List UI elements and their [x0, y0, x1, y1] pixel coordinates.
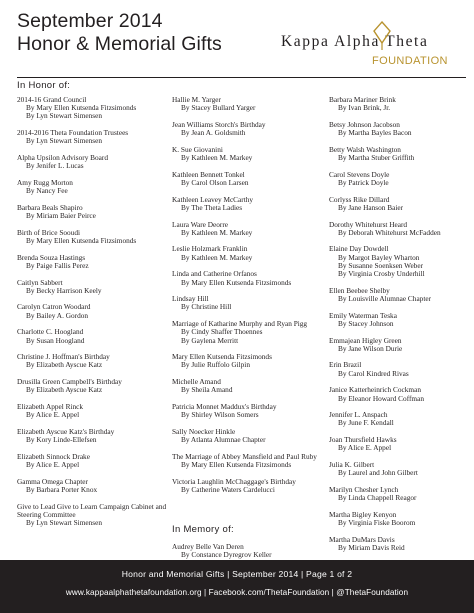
honoree-name: Joan Thursfield Hawks	[329, 435, 397, 445]
honoree-name: Martha DuMars Davis	[329, 534, 395, 544]
honoree-name: Laura Ware Deorre	[172, 219, 228, 229]
donor-name: By Jean A. Goldsmith	[181, 128, 246, 138]
donor-name: By Cindy Shaffer Thoennes	[181, 327, 263, 337]
honoree-name: Patricia Monnet Maddux's Birthday	[172, 402, 277, 412]
honoree-name: Amy Rugg Morton	[17, 177, 73, 187]
honoree-name: Leslie Holzmark Franklin	[172, 244, 248, 254]
gift-entry	[329, 221, 474, 237]
gift-entry	[329, 121, 474, 137]
donor-name: By Susan Hoogland	[26, 335, 85, 345]
donor-name: By Alice E. Appel	[338, 443, 392, 453]
honoree-name: Charlotte C. Hoogland	[17, 327, 84, 337]
gift-entry	[172, 196, 330, 212]
honoree-name: K. Sue Giovanini	[172, 144, 223, 154]
honoree-name: Betty Walsh Washington	[329, 144, 401, 154]
donor-name: By Kathleen M. Markey	[181, 227, 253, 237]
gift-entry	[172, 121, 330, 137]
donor-name: By Carol Kindred Rivas	[338, 368, 409, 378]
gift-entry	[329, 461, 474, 477]
donor-name: By Kathleen M. Markey	[181, 153, 253, 163]
donor-name: By Mary Ellen Kutsenda Fitzsimonds	[181, 277, 292, 287]
honoree-name: Birth of Brice Sooudi	[17, 227, 81, 237]
donor-name: By Gaylena Merritt	[181, 335, 239, 345]
gift-entry	[172, 403, 330, 419]
gift-entry	[329, 96, 474, 112]
gift-entry	[17, 403, 172, 419]
gift-entry	[172, 171, 330, 187]
donor-name: By Bailey A. Gordon	[26, 310, 89, 320]
gift-entry	[329, 361, 474, 377]
honoree-name: Gamma Omega Chapter	[17, 476, 88, 486]
honoree-name: Lindsay Hill	[172, 294, 209, 304]
gift-entry	[17, 353, 172, 369]
donor-name: By Virginia Fiske Boorom	[338, 518, 416, 528]
honoree-name: Janice Katterheinrich Cockman	[329, 385, 421, 395]
gift-entry	[329, 337, 474, 353]
donor-name: By Elizabeth Ayscue Katz	[26, 385, 103, 395]
donor-name: By Kathleen M. Markey	[181, 252, 253, 262]
gift-entry	[329, 171, 474, 187]
donor-name: By Catherine Waters Cardelucci	[181, 485, 275, 494]
header-divider	[17, 77, 466, 78]
honoree-name: Carolyn Catron Woodard	[17, 302, 91, 312]
honoree-name: Kathleen Bennett Tonkel	[172, 169, 245, 179]
gift-entry	[329, 196, 474, 212]
honoree-name: 2014-2016 Theta Foundation Trustees	[17, 128, 129, 138]
donor-name: By Jane Wilson Durie	[338, 343, 403, 353]
footer-links[interactable]: www.kappaalphathetafoundation.org | Facebook.com/ThetaFoundation | @ThetaFoundation	[65, 588, 409, 597]
honoree-name: Elaine Day Dowdell	[329, 244, 389, 254]
gift-entry	[329, 312, 474, 328]
gift-entry	[329, 536, 474, 552]
donor-name: By Linda Chappell Reagor	[338, 493, 417, 503]
gift-entry	[172, 353, 330, 369]
donor-name: By Julie Ruffolo Gilpin	[181, 360, 250, 370]
gift-entry	[329, 411, 474, 427]
honoree-name: Hallie M. Yarger	[172, 95, 221, 104]
honoree-name: Julia K. Gilbert	[329, 460, 375, 470]
honoree-name: Elizabeth Sinnock Drake	[17, 451, 90, 461]
gift-entry	[329, 245, 474, 278]
honoree-name: Michelle Amand	[172, 377, 221, 387]
honoree-name: Audrey Belle Van Deren	[172, 542, 244, 551]
honoree-name: Martha Bigley Kenyon	[329, 509, 397, 519]
gift-entry	[17, 204, 172, 220]
gift-entry	[172, 221, 330, 237]
donor-name: By Martha Stuber Griffith	[338, 153, 415, 163]
honoree-name: Barbara Beals Shapiro	[17, 202, 83, 212]
gift-entry	[172, 146, 330, 162]
donor-name: By Nancy Fee	[26, 186, 68, 196]
gift-entry	[172, 543, 330, 559]
donor-name: By Eleanor Howard Coffman	[338, 393, 424, 403]
kite-icon	[372, 21, 392, 51]
gift-entry	[329, 486, 474, 502]
gift-entry	[17, 279, 172, 295]
gift-entry	[329, 436, 474, 452]
gift-entry	[17, 428, 172, 444]
honoree-name: Ellen Beebee Shelby	[329, 285, 390, 295]
donor-name: By Christine Hill	[181, 302, 232, 312]
donor-name: By Mary Ellen Kutsenda Fitzsimonds	[26, 103, 137, 113]
donor-name: By Jane Hanson Baier	[338, 202, 404, 212]
page-title	[17, 10, 222, 56]
gift-entry	[172, 453, 330, 469]
donor-name: By Ivan Brink, Jr.	[338, 103, 391, 113]
honoree-name: Carol Stevens Doyle	[329, 169, 390, 179]
honor-column-3	[329, 96, 474, 586]
gift-entry	[17, 478, 172, 494]
donor-name: By The Theta Ladies	[181, 202, 243, 212]
donor-name: By Kory Linde-Ellefsen	[26, 435, 97, 445]
gift-entry	[17, 254, 172, 270]
honoree-name: Barbara Mariner Brink	[329, 95, 396, 104]
donor-name: By Atlanta Alumnae Chapter	[181, 435, 266, 445]
in-honor-heading: In Honor of:	[17, 80, 71, 91]
donor-name: By June F. Kendall	[338, 418, 394, 428]
donor-name: By Alice E. Appel	[26, 410, 80, 420]
honoree-name: Sally Noecker Hinkle	[172, 426, 236, 436]
honoree-name: Jennifer L. Anspach	[329, 410, 388, 420]
honoree-name: 2014-16 Grand Council	[17, 95, 87, 104]
donor-name: By Mary Ellen Kutsenda Fitzsimonds	[26, 235, 137, 245]
in-memory-heading: In Memory of:	[172, 524, 234, 535]
honoree-name: Emmajean Higley Green	[329, 335, 402, 345]
honoree-name: Corlyss Rike Dillard	[329, 194, 390, 204]
gift-entry	[172, 270, 330, 286]
honoree-name: Dorothy Whitehurst Heard	[329, 219, 408, 229]
gift-entry	[329, 287, 474, 303]
honoree-name: Victoria Laughlin McChaggage's Birthday	[172, 476, 296, 486]
gift-entry	[172, 320, 330, 345]
donor-name: By Stacey Bullard Yarger	[181, 103, 256, 113]
donor-name: By Carol Olson Larsen	[181, 177, 249, 187]
logo-subtitle: FOUNDATION	[372, 55, 448, 67]
honoree-name: Alpha Upsilon Advisory Board	[17, 153, 109, 163]
honoree-name: Betsy Johnson Jacobson	[329, 119, 400, 129]
gift-entry	[172, 96, 330, 112]
donor-name: By Alice E. Appel	[26, 460, 80, 470]
gift-entry	[329, 386, 474, 402]
honoree-name: Emily Waterman Teska	[329, 310, 397, 320]
gift-entry	[17, 96, 172, 121]
donor-name: By Martha Bayles Bacon	[338, 128, 412, 138]
honoree-name: Jean Williams Storch's Birthday	[172, 119, 266, 129]
gift-entry	[329, 146, 474, 162]
donor-name: By Laurel and John Gilbert	[338, 468, 418, 478]
donor-name: By Susanne Soenksen Weber	[338, 260, 424, 270]
donor-name: By Mary Ellen Kutsenda Fitzsimonds	[181, 460, 292, 470]
donor-name: By Miriam Davis Reid	[338, 543, 405, 553]
page-title-line-2: Honor & Memorial Gifts	[17, 33, 222, 55]
donor-name: By Stacey Johnson	[338, 318, 394, 328]
donor-name: By Shirley Wilson Somers	[181, 410, 259, 420]
honoree-name: Christine J. Hoffman's Birthday	[17, 352, 110, 362]
honor-column-1	[17, 96, 172, 536]
gift-entry	[17, 179, 172, 195]
donor-name: By Louisville Alumnae Chapter	[338, 293, 432, 303]
gift-entry	[17, 328, 172, 344]
honoree-name: Elizabeth Ayscue Katz's Birthday	[17, 426, 115, 436]
gift-entry	[17, 453, 172, 469]
honoree-name: Caitlyn Sabbert	[17, 277, 63, 287]
donor-name: By Margot Bayley Wharton	[338, 252, 420, 262]
footer-bar	[0, 560, 474, 613]
gift-entry	[329, 511, 474, 527]
honoree-name: Brenda Souza Hastings	[17, 252, 86, 262]
honoree-name: Marilyn Chesher Lynch	[329, 485, 399, 494]
logo-wordmark: Kappa Alpha Theta	[281, 33, 429, 50]
donor-name: By Becky Harrison Keely	[26, 285, 102, 295]
honoree-name: Give to Lead Give to Learn Campaign Cabinet and Steering Committee	[17, 501, 167, 519]
page-title-line-1: September 2014	[17, 10, 163, 32]
gift-entry	[172, 428, 330, 444]
donor-name: By Patrick Doyle	[338, 177, 389, 187]
gift-entry	[172, 478, 330, 494]
donor-name: By Paige Fallis Perez	[26, 260, 89, 270]
gift-entry	[17, 154, 172, 170]
gift-entry	[172, 378, 330, 394]
donor-name: By Sheila Amand	[181, 385, 233, 395]
gift-entry	[172, 245, 330, 261]
gift-entry	[17, 129, 172, 145]
honor-column-2	[172, 96, 330, 503]
honoree-name: The Marriage of Abbey Mansfield and Paul Ruby	[172, 451, 317, 461]
donor-name: By Elizabeth Ayscue Katz	[26, 360, 103, 370]
gift-entry	[17, 503, 172, 528]
foundation-logo	[281, 27, 467, 71]
donor-name: By Constance Dyregrov Keller	[181, 550, 272, 560]
footer-page-info: Honor and Memorial Gifts | September 2014 | Page 1 of 2	[121, 569, 353, 579]
gift-entry	[17, 303, 172, 319]
gift-entry	[17, 378, 172, 394]
donor-name: By Lyn Stewart Simensen	[26, 111, 103, 121]
donor-name: By Deborah Whitehurst McFadden	[338, 227, 441, 237]
honoree-name: Linda and Catherine Orfanos	[172, 269, 257, 279]
donor-name: By Jenifer L. Lucas	[26, 161, 84, 171]
donor-name: By Lyn Stewart Simensen	[26, 518, 103, 528]
gift-entry	[172, 295, 330, 311]
donor-name: By Virginia Crosby Underhill	[338, 269, 425, 279]
honoree-name: Elizabeth Appel Rinck	[17, 402, 84, 412]
donor-name: By Miriam Baier Peirce	[26, 211, 96, 221]
honoree-name: Kathleen Leavey McCarthy	[172, 194, 254, 204]
gift-entry	[17, 229, 172, 245]
donor-name: By Barbara Porter Knox	[26, 485, 98, 494]
honoree-name: Drusilla Green Campbell's Birthday	[17, 377, 122, 387]
donor-name: By Lyn Stewart Simensen	[26, 136, 103, 146]
honoree-name: Erin Brazil	[329, 360, 362, 370]
honoree-name: Mary Ellen Kutsenda Fitzsimonds	[172, 352, 272, 362]
honoree-name: Marriage of Katharine Murphy and Ryan Pigg	[172, 319, 308, 329]
